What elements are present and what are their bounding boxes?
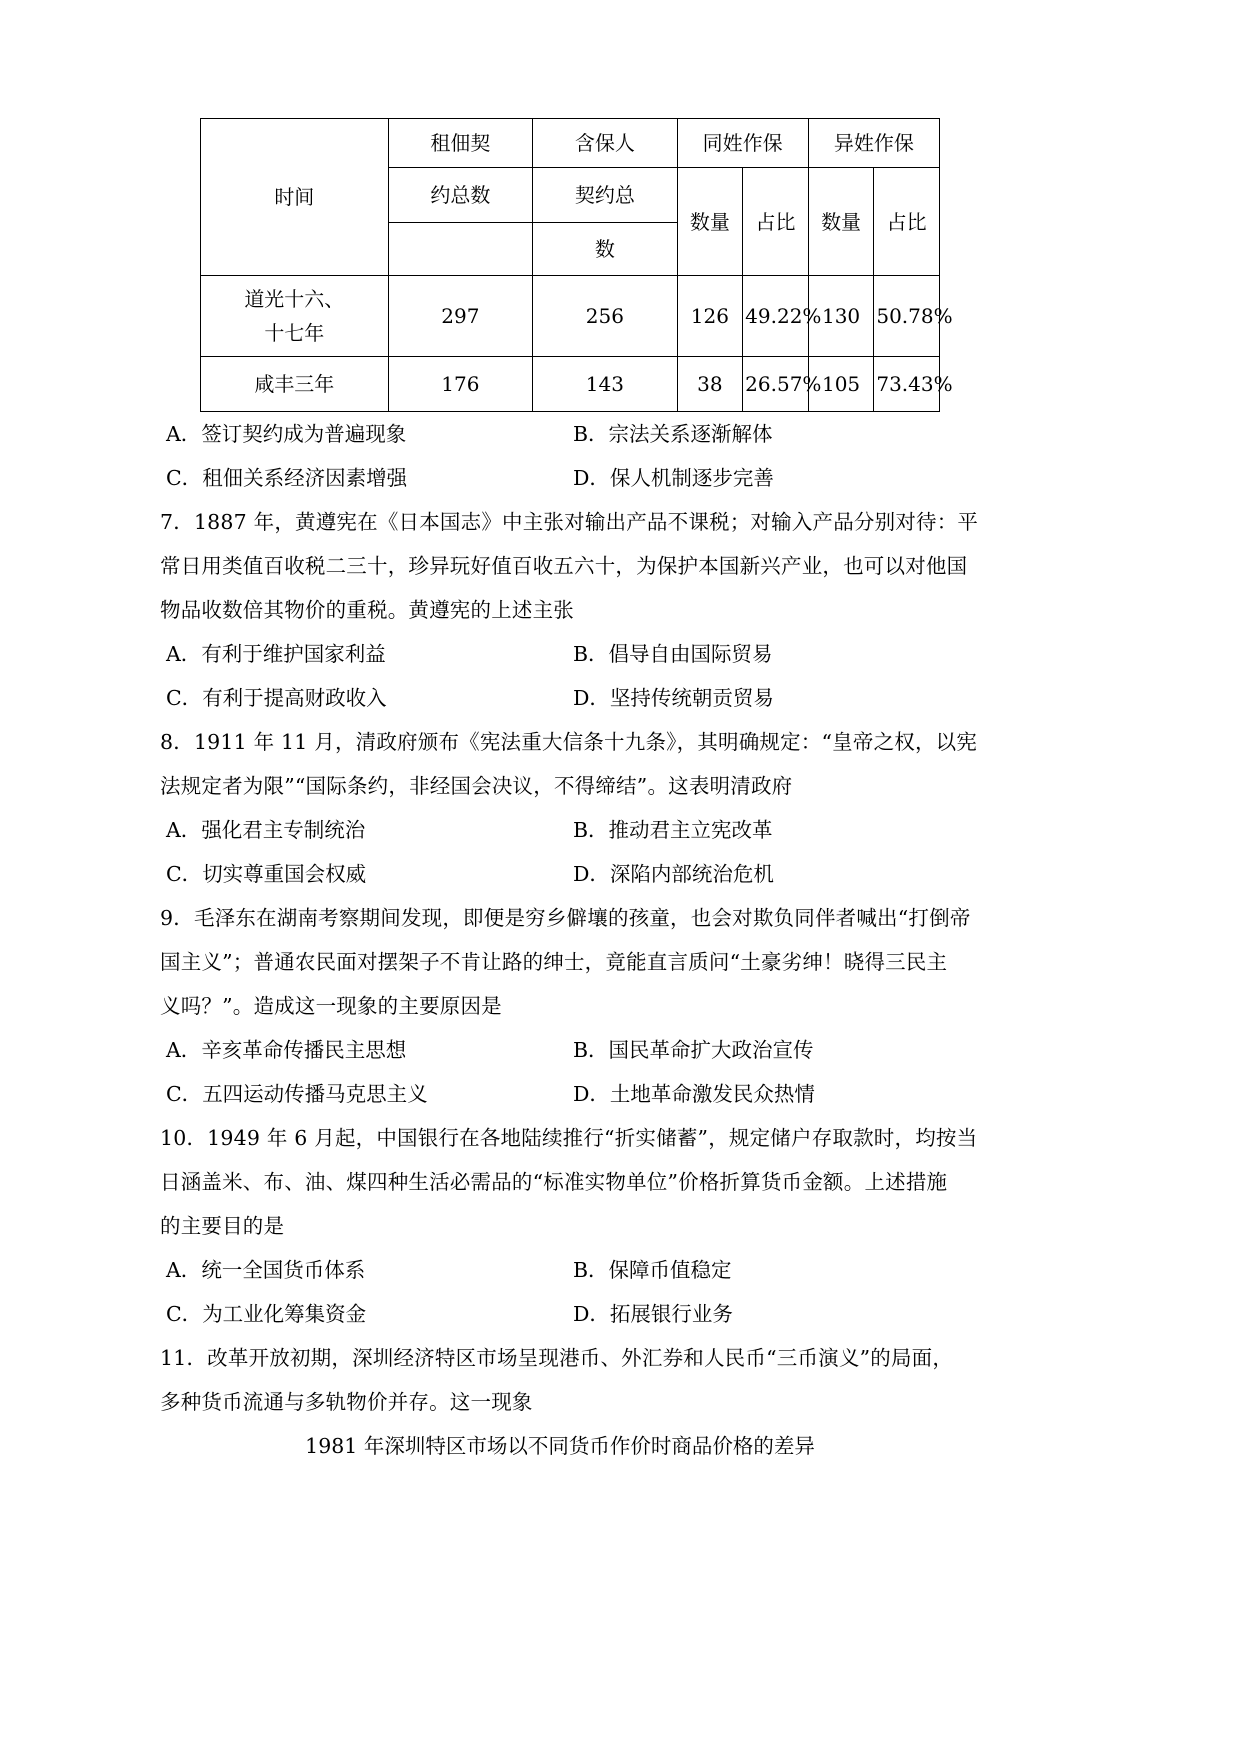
header-different-surname-guarantor: 异姓作保 — [808, 119, 939, 168]
option-a[interactable] — [160, 412, 571, 456]
cell-diff-percent: 50.78% — [874, 276, 940, 357]
header-total-contracts-line2: 约总数 — [388, 168, 532, 223]
option-a[interactable] — [160, 808, 571, 852]
option-d[interactable] — [571, 1292, 960, 1336]
option-a[interactable] — [160, 632, 571, 676]
header-quantity-diff: 数量 — [808, 168, 874, 276]
option-c-text: 租佃关系经济因素增强 — [202, 466, 408, 490]
option-b-text: 保障币值稳定 — [608, 1258, 732, 1282]
option-a[interactable] — [160, 1248, 571, 1292]
option-d[interactable] — [571, 676, 960, 720]
cell-diff-count: 130 — [808, 276, 874, 357]
cell-time: 咸丰三年 — [201, 357, 389, 412]
option-c-letter: C． — [166, 686, 203, 710]
question-11-stem-line-2: 多种货币流通与多轨物价并存。这一现象 — [160, 1390, 533, 1414]
option-a-text: 有利于维护国家利益 — [201, 642, 386, 666]
option-b-letter: B． — [572, 1038, 609, 1062]
option-c-letter: C． — [166, 466, 203, 490]
question-9 — [160, 896, 971, 1116]
option-c-text: 为工业化筹集资金 — [202, 1302, 367, 1326]
option-c[interactable] — [160, 456, 571, 500]
cell-total: 176 — [388, 357, 532, 412]
question-8-stem-line-1: 8．1911 年 11 月，清政府颁布《宪法重大信条十九条》，其明确规定：“皇帝之权，以宪 — [160, 730, 978, 754]
question-10 — [160, 1116, 978, 1336]
option-row — [160, 808, 960, 852]
question-8-stem-line-2: 法规定者为限”“国际条约，非经国会决议，不得缔结”。这表明清政府 — [160, 774, 793, 798]
header-with-guarantor-line3: 数 — [533, 223, 677, 276]
question-10-stem-line-3: 的主要目的是 — [160, 1214, 285, 1238]
option-d-letter: D． — [572, 862, 610, 886]
option-c[interactable] — [160, 1072, 571, 1116]
question-10-stem-line-1: 10．1949 年 6 月起，中国银行在各地陆续推行“折实储蓄”，规定储户存取款时，均按当 — [160, 1126, 978, 1150]
option-d-text: 保人机制逐步完善 — [609, 466, 774, 490]
question-9-stem-line-1: 9．毛泽东在湖南考察期间发现，即便是穷乡僻壤的孩童，也会对欺负同伴者喊出“打倒帝 — [160, 906, 971, 930]
option-d-letter: D． — [572, 1302, 610, 1326]
header-quantity-same: 数量 — [677, 168, 743, 276]
option-a-text: 签订契约成为普遍现象 — [201, 422, 407, 446]
cell-with-guarantor: 256 — [533, 276, 677, 357]
cell-diff-percent: 73.43% — [874, 357, 940, 412]
option-row — [160, 456, 960, 500]
option-b[interactable] — [571, 1248, 960, 1292]
question-6-options — [160, 412, 960, 500]
question-10-stem-line-2: 日涵盖米、布、油、煤四种生活必需品的“标准实物单位”价格折算货币金额。上述措施 — [160, 1170, 948, 1194]
option-d-letter: D． — [572, 686, 610, 710]
option-row — [160, 1292, 960, 1336]
option-b-letter: B． — [572, 422, 609, 446]
option-row — [160, 1028, 960, 1072]
option-d-text: 深陷内部统治危机 — [609, 862, 774, 886]
cell-total: 297 — [388, 276, 532, 357]
option-b-text: 倡导自由国际贸易 — [608, 642, 773, 666]
header-percent-same: 占比 — [743, 168, 809, 276]
option-d[interactable] — [571, 852, 960, 896]
cell-with-guarantor: 143 — [533, 357, 677, 412]
option-b[interactable] — [571, 412, 960, 456]
cell-same-count: 126 — [677, 276, 743, 357]
cell-time — [201, 276, 389, 357]
question-9-stem-line-3: 义吗？”。造成这一现象的主要原因是 — [160, 994, 502, 1018]
cell-same-percent: 26.57% — [743, 357, 809, 412]
page-content — [160, 118, 979, 1468]
option-d-text: 坚持传统朝贡贸易 — [609, 686, 774, 710]
question-7-stem-line-3: 物品收数倍其物价的重税。黄遵宪的上述主张 — [160, 598, 574, 622]
option-a-letter: A． — [166, 818, 202, 842]
option-a-text: 强化君主专制统治 — [201, 818, 366, 842]
option-row — [160, 852, 960, 896]
option-b-letter: B． — [572, 642, 609, 666]
option-row — [160, 632, 960, 676]
option-c-letter: C． — [166, 1082, 203, 1106]
option-b[interactable] — [571, 632, 960, 676]
cell-diff-count: 105 — [808, 357, 874, 412]
header-same-surname-guarantor: 同姓作保 — [677, 119, 808, 168]
option-d-text: 土地革命激发民众热情 — [609, 1082, 815, 1106]
option-c[interactable] — [160, 676, 571, 720]
table-row — [201, 276, 940, 357]
option-d-letter: D． — [572, 466, 610, 490]
question-7 — [160, 500, 979, 720]
option-a-text: 统一全国货币体系 — [201, 1258, 366, 1282]
option-c-text: 切实尊重国会权威 — [202, 862, 367, 886]
option-a-letter: A． — [166, 422, 202, 446]
question-8 — [160, 720, 978, 896]
cell-same-percent: 49.22% — [743, 276, 809, 357]
option-row — [160, 1248, 960, 1292]
option-b-letter: B． — [572, 1258, 609, 1282]
option-b-text: 宗法关系逐渐解体 — [608, 422, 773, 446]
option-b[interactable] — [571, 1028, 960, 1072]
option-d[interactable] — [571, 1072, 960, 1116]
option-b[interactable] — [571, 808, 960, 852]
option-b-text: 国民革命扩大政治宣传 — [608, 1038, 814, 1062]
option-b-text: 推动君主立宪改革 — [608, 818, 773, 842]
option-d[interactable] — [571, 456, 960, 500]
option-a-text: 辛亥革命传播民主思想 — [201, 1038, 407, 1062]
header-percent-diff: 占比 — [874, 168, 940, 276]
option-c-letter: C． — [166, 862, 203, 886]
option-a-letter: A． — [166, 1038, 202, 1062]
option-c-text: 五四运动传播马克思主义 — [202, 1082, 428, 1106]
cell-same-count: 38 — [677, 357, 743, 412]
header-with-guarantor-line1: 含保人 — [533, 119, 677, 168]
option-a[interactable] — [160, 1028, 571, 1072]
header-with-guarantor-line2: 契约总 — [533, 168, 677, 223]
question-7-stem-line-2: 常日用类值百收税二三十，珍异玩好值百收五六十，为保护本国新兴产业，也可以对他国 — [160, 554, 968, 578]
question-11-figure-caption: 1981 年深圳特区市场以不同货币作价时商品价格的差异 — [305, 1434, 815, 1458]
cell-time-line1: 道光十六、 — [244, 287, 345, 311]
header-time: 时间 — [201, 119, 389, 276]
table-header-row-1 — [201, 119, 940, 168]
question-9-stem-line-2: 国主义”；普通农民面对摆架子不肯让路的绅士，竟能直言质问“土豪劣绅！晓得三民主 — [160, 950, 948, 974]
table-row — [201, 357, 940, 412]
question-11-stem-line-1: 11．改革开放初期，深圳经济特区市场呈现港币、外汇券和人民币“三币演义”的局面， — [160, 1346, 954, 1370]
option-c-letter: C． — [166, 1302, 203, 1326]
option-c[interactable] — [160, 1292, 571, 1336]
option-c[interactable] — [160, 852, 571, 896]
header-total-contracts-line1: 租佃契 — [388, 119, 532, 168]
option-a-letter: A． — [166, 642, 202, 666]
header-total-contracts-line3 — [388, 223, 532, 276]
lease-contract-statistics-table — [200, 118, 953, 412]
option-row — [160, 412, 960, 456]
option-d-text: 拓展银行业务 — [609, 1302, 733, 1326]
cell-time-line2: 十七年 — [264, 321, 325, 345]
option-b-letter: B． — [572, 818, 609, 842]
option-a-letter: A． — [166, 1258, 202, 1282]
question-7-stem-line-1: 7．1887 年，黄遵宪在《日本国志》中主张对输出产品不课税；对输入产品分别对待：平 — [160, 510, 979, 534]
option-row — [160, 1072, 960, 1116]
option-row — [160, 676, 960, 720]
option-d-letter: D． — [572, 1082, 610, 1106]
question-11 — [160, 1336, 960, 1468]
option-c-text: 有利于提高财政收入 — [202, 686, 387, 710]
